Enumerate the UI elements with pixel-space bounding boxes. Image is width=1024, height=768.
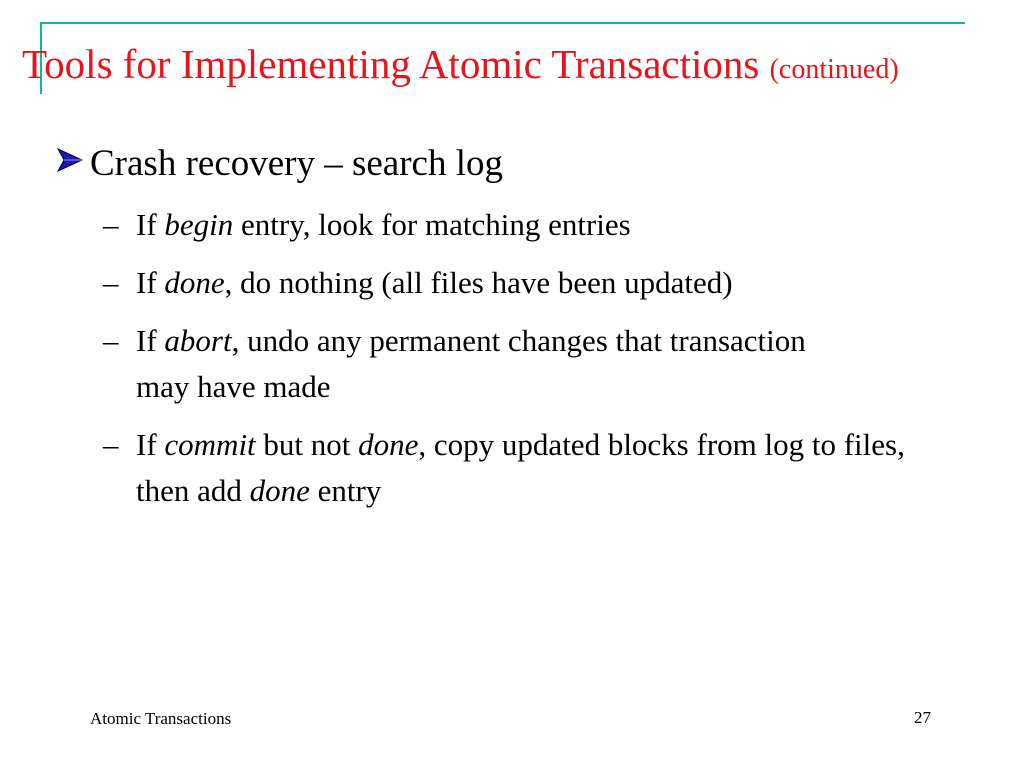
sub-bullet-commit [103,422,946,514]
sub-bullet-done-text [136,260,956,306]
dash-bullet: – [103,427,119,462]
sub4-rest: , copy updated blocks from log to files, then add [136,427,905,508]
sub4-lead: If [136,427,165,462]
sub3-lead: If [136,323,165,358]
sub3-rest: , undo any permanent changes that transaction may have made [136,323,806,404]
sub-bullet-commit-text [136,422,946,514]
sub-bullet-abort-text [136,318,836,410]
sub-bullet-begin-text [136,202,956,248]
sub-bullet-begin [103,202,956,248]
sub4-emphasis-done-2: done [249,473,310,508]
bullet-crash-recovery [56,140,503,186]
sub4-emphasis-commit: commit [164,427,256,462]
page-number: 27 [914,708,931,727]
sub4-emphasis-done: done [358,427,419,462]
dash-bullet: – [103,207,119,242]
slide-title-text: Tools for Implementing Atomic Transactions [22,41,760,87]
sub4-end: entry [309,473,382,508]
sub4-mid: but not [255,427,359,462]
sub1-rest: entry, look for matching entries [233,207,631,242]
sub1-lead: If [136,207,165,242]
dash-bullet: – [103,265,119,300]
sub1-emphasis: begin [164,207,234,242]
sub-bullet-done [103,260,956,306]
dash-bullet: – [103,323,119,358]
slide-title-suffix: (continued) [769,54,899,85]
sub2-lead: If [136,265,165,300]
footer-title: Atomic Transactions [90,709,232,728]
sub3-emphasis: abort [164,323,232,358]
slide-title [22,42,899,87]
bullet-crash-recovery-text: Crash recovery – search log [90,143,503,184]
sub-bullet-abort [103,318,836,410]
arrow-bullet-icon [56,140,86,184]
sub2-emphasis: done [164,265,225,300]
sub2-rest: , do nothing (all files have been updated) [224,265,733,300]
title-rule-horizontal [40,22,965,24]
